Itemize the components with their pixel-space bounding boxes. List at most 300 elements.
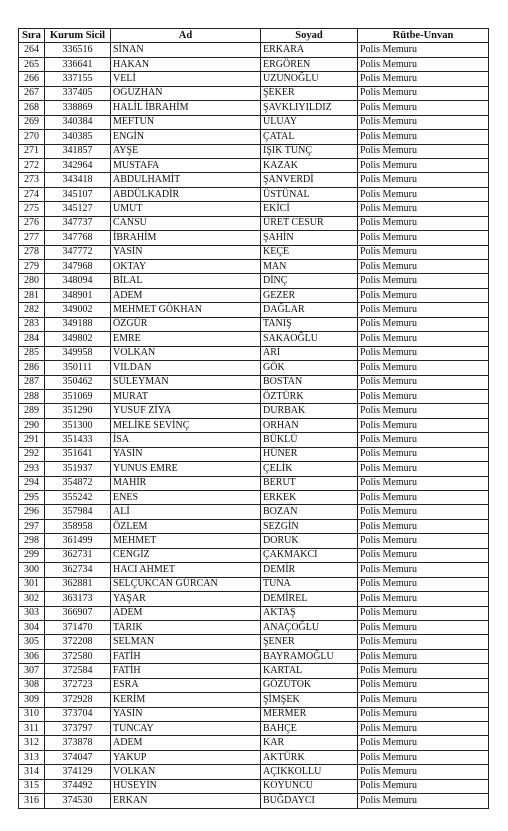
- cell-sira: 307: [19, 664, 45, 678]
- cell-sira: 281: [19, 288, 45, 302]
- table-row: [19, 317, 489, 331]
- table-row: [19, 736, 489, 750]
- document-page: [18, 28, 489, 809]
- cell-rutbe-unvan: Polis Memuru: [358, 433, 489, 447]
- cell-sira: 270: [19, 130, 45, 144]
- cell-rutbe-unvan: Polis Memuru: [358, 158, 489, 172]
- cell-soyad: SAKAOĞLU: [261, 332, 358, 346]
- cell-ad: TUNCAY: [111, 722, 261, 736]
- table-row: [19, 245, 489, 259]
- cell-ad: SELMAN: [111, 635, 261, 649]
- header-ad: Ad: [111, 29, 261, 43]
- cell-soyad: BAYRAMOĞLU: [261, 649, 358, 663]
- cell-kurum-sicil: 340384: [45, 115, 111, 129]
- cell-ad: TARIK: [111, 620, 261, 634]
- cell-kurum-sicil: 363173: [45, 592, 111, 606]
- table-row: [19, 202, 489, 216]
- cell-sira: 310: [19, 707, 45, 721]
- cell-rutbe-unvan: Polis Memuru: [358, 303, 489, 317]
- cell-sira: 282: [19, 303, 45, 317]
- cell-rutbe-unvan: Polis Memuru: [358, 505, 489, 519]
- cell-soyad: ÇAKMAKCI: [261, 548, 358, 562]
- cell-kurum-sicil: 354872: [45, 476, 111, 490]
- table-row: [19, 678, 489, 692]
- cell-ad: OKTAY: [111, 260, 261, 274]
- table-row: [19, 158, 489, 172]
- cell-ad: VILDAN: [111, 361, 261, 375]
- cell-sira: 299: [19, 548, 45, 562]
- table-row: [19, 447, 489, 461]
- cell-ad: MAHİR: [111, 476, 261, 490]
- cell-kurum-sicil: 362881: [45, 577, 111, 591]
- cell-ad: SELÇUKCAN GÜRCAN: [111, 577, 261, 591]
- cell-soyad: AÇIKKOLLU: [261, 765, 358, 779]
- cell-rutbe-unvan: Polis Memuru: [358, 57, 489, 71]
- cell-soyad: ÇATAL: [261, 130, 358, 144]
- cell-ad: EMRE: [111, 332, 261, 346]
- cell-ad: VOLKAN: [111, 346, 261, 360]
- cell-ad: FATİH: [111, 664, 261, 678]
- cell-kurum-sicil: 349958: [45, 346, 111, 360]
- cell-rutbe-unvan: Polis Memuru: [358, 707, 489, 721]
- cell-rutbe-unvan: Polis Memuru: [358, 173, 489, 187]
- table-header-row: [19, 29, 489, 43]
- cell-kurum-sicil: 373797: [45, 722, 111, 736]
- table-row: [19, 563, 489, 577]
- cell-rutbe-unvan: Polis Memuru: [358, 736, 489, 750]
- cell-soyad: KAR: [261, 736, 358, 750]
- cell-sira: 280: [19, 274, 45, 288]
- cell-ad: YASİN: [111, 245, 261, 259]
- cell-sira: 309: [19, 693, 45, 707]
- cell-kurum-sicil: 351433: [45, 433, 111, 447]
- cell-ad: YAKUP: [111, 750, 261, 764]
- cell-soyad: TUNA: [261, 577, 358, 591]
- cell-soyad: ANAÇOĞLU: [261, 620, 358, 634]
- cell-soyad: DEMİREL: [261, 592, 358, 606]
- table-row: [19, 115, 489, 129]
- table-row: [19, 592, 489, 606]
- cell-rutbe-unvan: Polis Memuru: [358, 722, 489, 736]
- cell-rutbe-unvan: Polis Memuru: [358, 563, 489, 577]
- cell-ad: İSA: [111, 433, 261, 447]
- cell-sira: 264: [19, 43, 45, 57]
- cell-ad: YUSUF ZİYA: [111, 404, 261, 418]
- cell-ad: ADEM: [111, 606, 261, 620]
- cell-sira: 274: [19, 187, 45, 201]
- cell-sira: 273: [19, 173, 45, 187]
- cell-rutbe-unvan: Polis Memuru: [358, 491, 489, 505]
- cell-soyad: MAN: [261, 260, 358, 274]
- cell-kurum-sicil: 355242: [45, 491, 111, 505]
- table-row: [19, 462, 489, 476]
- cell-soyad: ULUAY: [261, 115, 358, 129]
- cell-kurum-sicil: 371470: [45, 620, 111, 634]
- cell-ad: MEHMET GÖKHAN: [111, 303, 261, 317]
- table-row: [19, 86, 489, 100]
- table-row: [19, 765, 489, 779]
- cell-soyad: DORUK: [261, 534, 358, 548]
- table-row: [19, 173, 489, 187]
- cell-rutbe-unvan: Polis Memuru: [358, 317, 489, 331]
- cell-sira: 288: [19, 389, 45, 403]
- cell-kurum-sicil: 340385: [45, 130, 111, 144]
- cell-rutbe-unvan: Polis Memuru: [358, 693, 489, 707]
- cell-soyad: GEZER: [261, 288, 358, 302]
- cell-sira: 265: [19, 57, 45, 71]
- cell-rutbe-unvan: Polis Memuru: [358, 361, 489, 375]
- cell-rutbe-unvan: Polis Memuru: [358, 664, 489, 678]
- cell-kurum-sicil: 351069: [45, 389, 111, 403]
- cell-soyad: BUĞDAYCI: [261, 794, 358, 808]
- cell-sira: 285: [19, 346, 45, 360]
- table-row: [19, 707, 489, 721]
- table-row: [19, 476, 489, 490]
- cell-sira: 291: [19, 433, 45, 447]
- cell-soyad: BOZAN: [261, 505, 358, 519]
- cell-sira: 266: [19, 72, 45, 86]
- cell-soyad: AKTÜRK: [261, 750, 358, 764]
- cell-rutbe-unvan: Polis Memuru: [358, 72, 489, 86]
- cell-sira: 284: [19, 332, 45, 346]
- cell-rutbe-unvan: Polis Memuru: [358, 606, 489, 620]
- cell-sira: 295: [19, 491, 45, 505]
- table-row: [19, 303, 489, 317]
- cell-rutbe-unvan: Polis Memuru: [358, 130, 489, 144]
- cell-kurum-sicil: 358958: [45, 519, 111, 533]
- cell-kurum-sicil: 366907: [45, 606, 111, 620]
- cell-rutbe-unvan: Polis Memuru: [358, 86, 489, 100]
- cell-rutbe-unvan: Polis Memuru: [358, 187, 489, 201]
- cell-sira: 314: [19, 765, 45, 779]
- cell-rutbe-unvan: Polis Memuru: [358, 404, 489, 418]
- cell-ad: ABDÜLKADİR: [111, 187, 261, 201]
- cell-kurum-sicil: 362734: [45, 563, 111, 577]
- cell-ad: YASİN: [111, 707, 261, 721]
- cell-kurum-sicil: 337405: [45, 86, 111, 100]
- cell-ad: CANSU: [111, 216, 261, 230]
- cell-kurum-sicil: 345107: [45, 187, 111, 201]
- cell-sira: 272: [19, 158, 45, 172]
- cell-soyad: GÖK: [261, 361, 358, 375]
- cell-sira: 316: [19, 794, 45, 808]
- cell-soyad: IŞIK TUNÇ: [261, 144, 358, 158]
- cell-soyad: ŞEKER: [261, 86, 358, 100]
- cell-ad: YUNUS EMRE: [111, 462, 261, 476]
- cell-ad: İBRAHİM: [111, 231, 261, 245]
- cell-kurum-sicil: 336641: [45, 57, 111, 71]
- cell-kurum-sicil: 372584: [45, 664, 111, 678]
- cell-sira: 275: [19, 202, 45, 216]
- cell-kurum-sicil: 347968: [45, 260, 111, 274]
- cell-sira: 277: [19, 231, 45, 245]
- cell-sira: 269: [19, 115, 45, 129]
- cell-rutbe-unvan: Polis Memuru: [358, 765, 489, 779]
- cell-kurum-sicil: 336516: [45, 43, 111, 57]
- cell-soyad: ŞİMŞEK: [261, 693, 358, 707]
- table-row: [19, 491, 489, 505]
- header-soyad: Soyad: [261, 29, 358, 43]
- cell-soyad: BÜKLÜ: [261, 433, 358, 447]
- table-row: [19, 548, 489, 562]
- cell-sira: 287: [19, 375, 45, 389]
- cell-rutbe-unvan: Polis Memuru: [358, 101, 489, 115]
- cell-rutbe-unvan: Polis Memuru: [358, 202, 489, 216]
- cell-ad: ESRA: [111, 678, 261, 692]
- table-row: [19, 418, 489, 432]
- cell-kurum-sicil: 351290: [45, 404, 111, 418]
- cell-kurum-sicil: 374492: [45, 779, 111, 793]
- table-row: [19, 260, 489, 274]
- cell-soyad: KEÇE: [261, 245, 358, 259]
- table-row: [19, 750, 489, 764]
- cell-soyad: KARTAL: [261, 664, 358, 678]
- cell-ad: ENGİN: [111, 130, 261, 144]
- cell-rutbe-unvan: Polis Memuru: [358, 216, 489, 230]
- cell-ad: MUSTAFA: [111, 158, 261, 172]
- cell-ad: YAŞAR: [111, 592, 261, 606]
- table-row: [19, 144, 489, 158]
- cell-sira: 289: [19, 404, 45, 418]
- table-row: [19, 649, 489, 663]
- cell-soyad: ERKEK: [261, 491, 358, 505]
- table-row: [19, 779, 489, 793]
- table-row: [19, 361, 489, 375]
- table-row: [19, 375, 489, 389]
- cell-sira: 283: [19, 317, 45, 331]
- cell-sira: 297: [19, 519, 45, 533]
- cell-ad: HACI AHMET: [111, 563, 261, 577]
- cell-kurum-sicil: 347768: [45, 231, 111, 245]
- cell-soyad: BAHÇE: [261, 722, 358, 736]
- cell-rutbe-unvan: Polis Memuru: [358, 115, 489, 129]
- cell-sira: 290: [19, 418, 45, 432]
- cell-rutbe-unvan: Polis Memuru: [358, 649, 489, 663]
- cell-soyad: ÜSTÜNAL: [261, 187, 358, 201]
- cell-kurum-sicil: 351641: [45, 447, 111, 461]
- table-row: [19, 389, 489, 403]
- cell-kurum-sicil: 357984: [45, 505, 111, 519]
- cell-soyad: MERMER: [261, 707, 358, 721]
- cell-rutbe-unvan: Polis Memuru: [358, 577, 489, 591]
- cell-soyad: ÇELİK: [261, 462, 358, 476]
- cell-kurum-sicil: 351937: [45, 462, 111, 476]
- cell-sira: 278: [19, 245, 45, 259]
- cell-rutbe-unvan: Polis Memuru: [358, 620, 489, 634]
- cell-rutbe-unvan: Polis Memuru: [358, 794, 489, 808]
- cell-sira: 315: [19, 779, 45, 793]
- cell-rutbe-unvan: Polis Memuru: [358, 462, 489, 476]
- table-row: [19, 187, 489, 201]
- cell-soyad: TANIŞ: [261, 317, 358, 331]
- table-row: [19, 635, 489, 649]
- cell-sira: 301: [19, 577, 45, 591]
- cell-soyad: ERGÖREN: [261, 57, 358, 71]
- table-row: [19, 606, 489, 620]
- cell-sira: 271: [19, 144, 45, 158]
- cell-sira: 305: [19, 635, 45, 649]
- cell-kurum-sicil: 350111: [45, 361, 111, 375]
- cell-soyad: ERKARA: [261, 43, 358, 57]
- header-sira: Sıra: [19, 29, 45, 43]
- cell-kurum-sicil: 341857: [45, 144, 111, 158]
- cell-kurum-sicil: 374047: [45, 750, 111, 764]
- cell-soyad: ŞANVERDİ: [261, 173, 358, 187]
- cell-ad: MURAT: [111, 389, 261, 403]
- cell-ad: HALİL İBRAHİM: [111, 101, 261, 115]
- cell-kurum-sicil: 348901: [45, 288, 111, 302]
- table-row: [19, 693, 489, 707]
- cell-rutbe-unvan: Polis Memuru: [358, 418, 489, 432]
- cell-kurum-sicil: 350462: [45, 375, 111, 389]
- cell-ad: UMUT: [111, 202, 261, 216]
- cell-rutbe-unvan: Polis Memuru: [358, 43, 489, 57]
- table-row: [19, 794, 489, 808]
- table-row: [19, 620, 489, 634]
- header-kurum-sicil: Kurum Sicil: [45, 29, 111, 43]
- cell-soyad: DURBAK: [261, 404, 358, 418]
- cell-sira: 302: [19, 592, 45, 606]
- cell-ad: KERİM: [111, 693, 261, 707]
- cell-sira: 308: [19, 678, 45, 692]
- cell-soyad: ARI: [261, 346, 358, 360]
- cell-soyad: ŞENER: [261, 635, 358, 649]
- table-row: [19, 505, 489, 519]
- cell-ad: CENGİZ: [111, 548, 261, 562]
- cell-rutbe-unvan: Polis Memuru: [358, 592, 489, 606]
- table-row: [19, 57, 489, 71]
- cell-rutbe-unvan: Polis Memuru: [358, 332, 489, 346]
- cell-soyad: KOYUNCU: [261, 779, 358, 793]
- cell-sira: 293: [19, 462, 45, 476]
- cell-kurum-sicil: 374129: [45, 765, 111, 779]
- table-row: [19, 231, 489, 245]
- cell-ad: AYŞE: [111, 144, 261, 158]
- cell-rutbe-unvan: Polis Memuru: [358, 288, 489, 302]
- cell-ad: HÜSEYİN: [111, 779, 261, 793]
- cell-soyad: BOSTAN: [261, 375, 358, 389]
- cell-ad: FATİH: [111, 649, 261, 663]
- cell-ad: ADEM: [111, 288, 261, 302]
- cell-ad: SİNAN: [111, 43, 261, 57]
- cell-soyad: AKTAŞ: [261, 606, 358, 620]
- cell-kurum-sicil: 362731: [45, 548, 111, 562]
- cell-rutbe-unvan: Polis Memuru: [358, 548, 489, 562]
- cell-soyad: EKİCİ: [261, 202, 358, 216]
- cell-sira: 304: [19, 620, 45, 634]
- table-row: [19, 433, 489, 447]
- table-row: [19, 404, 489, 418]
- table-row: [19, 519, 489, 533]
- cell-kurum-sicil: 338869: [45, 101, 111, 115]
- cell-soyad: HÜNER: [261, 447, 358, 461]
- cell-soyad: ÜRET CESUR: [261, 216, 358, 230]
- cell-kurum-sicil: 348094: [45, 274, 111, 288]
- cell-kurum-sicil: 345127: [45, 202, 111, 216]
- cell-sira: 279: [19, 260, 45, 274]
- table-row: [19, 534, 489, 548]
- cell-soyad: ŞAHİN: [261, 231, 358, 245]
- cell-sira: 296: [19, 505, 45, 519]
- cell-rutbe-unvan: Polis Memuru: [358, 534, 489, 548]
- cell-kurum-sicil: 372723: [45, 678, 111, 692]
- cell-rutbe-unvan: Polis Memuru: [358, 375, 489, 389]
- cell-soyad: UZUNOĞLU: [261, 72, 358, 86]
- table-row: [19, 43, 489, 57]
- cell-ad: ÖZLEM: [111, 519, 261, 533]
- cell-kurum-sicil: 361499: [45, 534, 111, 548]
- cell-rutbe-unvan: Polis Memuru: [358, 231, 489, 245]
- cell-ad: YASİN: [111, 447, 261, 461]
- cell-kurum-sicil: 349188: [45, 317, 111, 331]
- cell-rutbe-unvan: Polis Memuru: [358, 519, 489, 533]
- cell-ad: SÜLEYMAN: [111, 375, 261, 389]
- cell-kurum-sicil: 372208: [45, 635, 111, 649]
- table-row: [19, 346, 489, 360]
- table-row: [19, 577, 489, 591]
- cell-rutbe-unvan: Polis Memuru: [358, 389, 489, 403]
- cell-sira: 292: [19, 447, 45, 461]
- cell-ad: MELİKE SEVİNÇ: [111, 418, 261, 432]
- cell-kurum-sicil: 351300: [45, 418, 111, 432]
- table-row: [19, 274, 489, 288]
- cell-rutbe-unvan: Polis Memuru: [358, 346, 489, 360]
- cell-ad: OĞUZHAN: [111, 86, 261, 100]
- cell-sira: 312: [19, 736, 45, 750]
- cell-sira: 294: [19, 476, 45, 490]
- cell-sira: 306: [19, 649, 45, 663]
- cell-kurum-sicil: 337155: [45, 72, 111, 86]
- cell-kurum-sicil: 347772: [45, 245, 111, 259]
- cell-rutbe-unvan: Polis Memuru: [358, 678, 489, 692]
- cell-ad: ÖZGÜR: [111, 317, 261, 331]
- cell-ad: ADEM: [111, 736, 261, 750]
- cell-sira: 268: [19, 101, 45, 115]
- cell-soyad: DAĞLAR: [261, 303, 358, 317]
- cell-sira: 286: [19, 361, 45, 375]
- cell-kurum-sicil: 349002: [45, 303, 111, 317]
- cell-soyad: GÖZÜTOK: [261, 678, 358, 692]
- cell-rutbe-unvan: Polis Memuru: [358, 447, 489, 461]
- cell-rutbe-unvan: Polis Memuru: [358, 750, 489, 764]
- cell-sira: 267: [19, 86, 45, 100]
- cell-sira: 300: [19, 563, 45, 577]
- table-row: [19, 72, 489, 86]
- cell-kurum-sicil: 349802: [45, 332, 111, 346]
- cell-kurum-sicil: 372928: [45, 693, 111, 707]
- cell-ad: ALİ: [111, 505, 261, 519]
- cell-rutbe-unvan: Polis Memuru: [358, 144, 489, 158]
- cell-rutbe-unvan: Polis Memuru: [358, 245, 489, 259]
- cell-soyad: ÖZTÜRK: [261, 389, 358, 403]
- cell-sira: 276: [19, 216, 45, 230]
- cell-soyad: SEZGİN: [261, 519, 358, 533]
- cell-rutbe-unvan: Polis Memuru: [358, 274, 489, 288]
- table-row: [19, 722, 489, 736]
- cell-ad: MEHMET: [111, 534, 261, 548]
- personnel-table: [18, 28, 489, 809]
- table-row: [19, 288, 489, 302]
- cell-kurum-sicil: 372580: [45, 649, 111, 663]
- cell-ad: ENES: [111, 491, 261, 505]
- cell-kurum-sicil: 347737: [45, 216, 111, 230]
- cell-rutbe-unvan: Polis Memuru: [358, 476, 489, 490]
- table-row: [19, 216, 489, 230]
- cell-kurum-sicil: 343418: [45, 173, 111, 187]
- table-row: [19, 664, 489, 678]
- cell-sira: 311: [19, 722, 45, 736]
- cell-ad: HAKAN: [111, 57, 261, 71]
